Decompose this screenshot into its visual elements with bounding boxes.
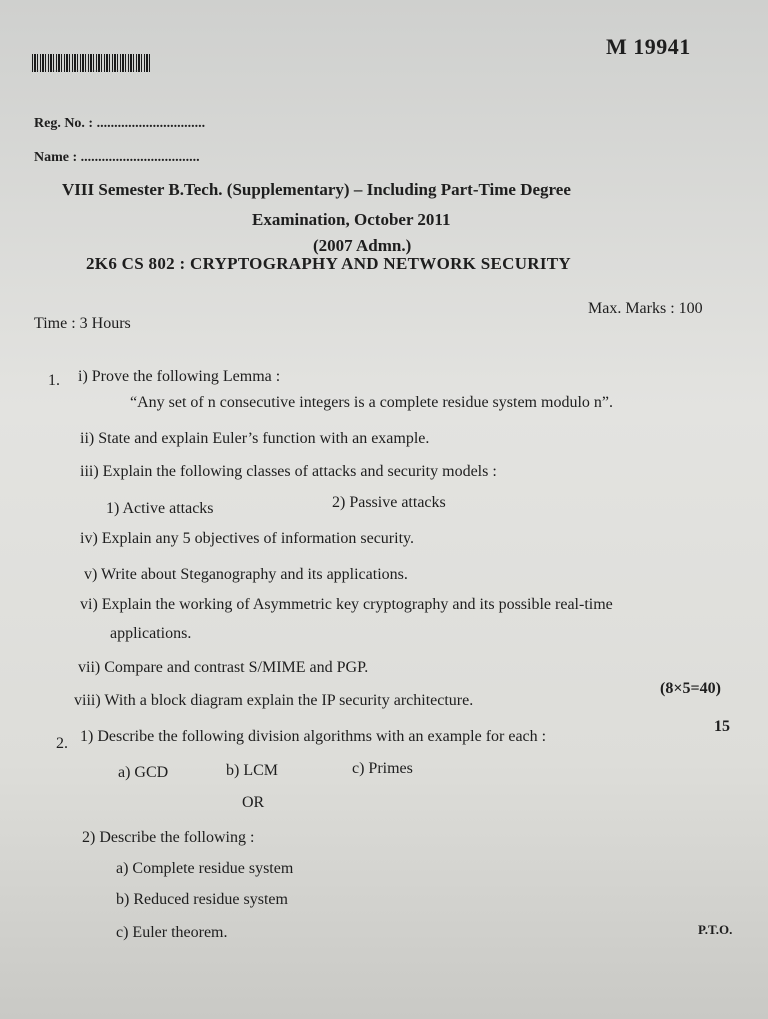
q2-marks: 15	[714, 718, 730, 735]
exam-title-line2: Examination, October 2011	[252, 210, 451, 229]
q1-number: 1.	[48, 372, 60, 389]
q2-number: 2.	[56, 735, 68, 752]
q1-vii: vii) Compare and contrast S/MIME and PGP.	[78, 659, 369, 676]
max-marks-label: Max. Marks : 100	[588, 300, 703, 317]
time-label: Time : 3 Hours	[34, 315, 131, 332]
q2-part2: 2) Describe the following :	[82, 829, 255, 846]
q1-i: i) Prove the following Lemma :	[78, 368, 281, 385]
q1-marks: (8×5=40)	[660, 680, 721, 697]
q2-a: a) GCD	[118, 764, 169, 781]
q1-iii: iii) Explain the following classes of attacks and security models :	[80, 463, 497, 480]
course-title: 2K6 CS 802 : CRYPTOGRAPHY AND NETWORK SECURITY	[86, 254, 571, 273]
name-field: Name : ..................................	[34, 150, 200, 165]
barcode	[32, 54, 152, 72]
pto-label: P.T.O.	[698, 922, 733, 937]
reg-no-field: Reg. No. : ...............................	[34, 116, 206, 131]
q1-i-quote: “Any set of n consecutive integers is a complete residue system modulo n”.	[130, 394, 613, 411]
exam-title-line3: (2007 Admn.)	[313, 236, 412, 255]
q1-iii-1: 1) Active attacks	[106, 500, 214, 517]
q2-part2-a: a) Complete residue system	[116, 860, 294, 877]
q1-vi: vi) Explain the working of Asymmetric key cryptography and its possible real-time	[80, 596, 613, 613]
q2-c: c) Primes	[352, 760, 413, 777]
q2-part2-c: c) Euler theorem.	[116, 924, 228, 941]
paper-code: M 19941	[606, 34, 691, 59]
q1-iv: iv) Explain any 5 objectives of information security.	[80, 530, 414, 547]
q1-viii: viii) With a block diagram explain the IP security architecture.	[74, 692, 474, 709]
q2-b: b) LCM	[226, 762, 278, 779]
q2-or: OR	[242, 794, 265, 811]
q2-part2-b: b) Reduced residue system	[116, 891, 288, 908]
q1-v: v) Write about Steganography and its applications.	[84, 566, 408, 583]
q1-vi-cont: applications.	[110, 625, 192, 642]
exam-title-line1: VIII Semester B.Tech. (Supplementary) – Including Part-Time Degree	[62, 180, 571, 199]
q1-iii-2: 2) Passive attacks	[332, 494, 446, 511]
q1-ii: ii) State and explain Euler’s function with an example.	[80, 430, 430, 447]
q2-part1: 1) Describe the following division algorithms with an example for each :	[80, 728, 547, 745]
